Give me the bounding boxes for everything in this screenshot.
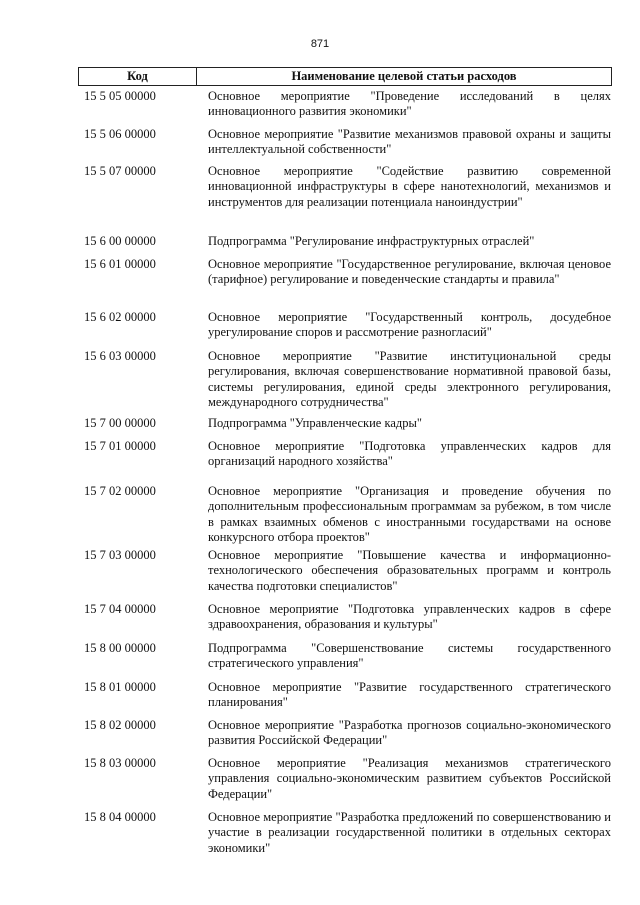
table-row <box>78 641 611 672</box>
row-name: Основное мероприятие "Подготовка управленческих кадров в сфере здравоохранения, образования и культуры" <box>208 602 611 632</box>
table-row <box>78 602 611 633</box>
row-code: 15 6 01 00000 <box>84 257 156 271</box>
table-row <box>78 349 611 410</box>
row-code: 15 8 00 00000 <box>84 641 156 655</box>
row-name: Основное мероприятие "Подготовка управленческих кадров для организаций народного хозяйства" <box>208 439 611 469</box>
table-row <box>78 718 611 749</box>
row-code: 15 6 02 00000 <box>84 310 156 324</box>
table-row <box>78 439 611 470</box>
column-header-name: Наименование целевой статьи расходов <box>197 68 612 85</box>
page-number: 871 <box>310 38 330 50</box>
row-name: Основное мероприятие "Организация и проведение обучения по дополнительным профессиональным программам за рубежом, в том числе в рамках взаимных обменов с иностранными государствами на основе конкурсного отбора проектов" <box>208 484 611 544</box>
table-row <box>78 416 611 431</box>
row-name: Основное мероприятие "Разработка предложений по совершенствованию и участие в реализации государственной политики в отдельных секторах экономики" <box>208 810 611 855</box>
row-name: Основное мероприятие "Развитие государственного стратегического планирования" <box>208 680 611 710</box>
row-name: Основное мероприятие "Государственный контроль, досудебное урегулирование споров и рассмотрение разногласий" <box>208 310 611 340</box>
table-row <box>78 127 611 158</box>
row-code: 15 8 04 00000 <box>84 810 156 824</box>
row-name: Подпрограмма "Управленческие кадры" <box>208 416 423 430</box>
row-code: 15 8 01 00000 <box>84 680 156 694</box>
target-expense-table <box>78 67 612 855</box>
row-code: 15 8 02 00000 <box>84 718 156 732</box>
row-code: 15 7 01 00000 <box>84 439 156 453</box>
table-row <box>78 810 611 856</box>
column-header-code: Код <box>78 68 197 85</box>
row-name: Основное мероприятие "Проведение исследований в целях инновационного развития экономики" <box>208 89 611 119</box>
row-code: 15 7 04 00000 <box>84 602 156 616</box>
row-name: Основное мероприятие "Разработка прогнозов социально-экономического развития Российской Федерации" <box>208 718 611 748</box>
row-code: 15 7 00 00000 <box>84 416 156 430</box>
table-row <box>78 484 611 545</box>
row-name: Основное мероприятие "Реализация механизмов стратегического управления социально-экономическим развитием субъектов Российской Федерации" <box>208 756 611 801</box>
table-row <box>78 680 611 711</box>
row-code: 15 8 03 00000 <box>84 756 156 770</box>
row-name: Основное мероприятие "Развитие институциональной среды регулирования, включая совершенствование нормативной правовой базы, системы регулирования, единой среды электронного регулирования, международного сотрудничества" <box>208 349 611 409</box>
table-row <box>78 257 611 288</box>
row-name: Подпрограмма "Совершенствование системы государственного стратегического управления" <box>208 641 611 671</box>
table-row <box>78 756 611 802</box>
row-name: Основное мероприятие "Содействие развитию современной инновационной инфраструктуры в сфере нанотехнологий, механизмов и инструментов для реализации потенциала наноиндустрии" <box>208 164 611 209</box>
table-row <box>78 310 611 341</box>
row-code: 15 5 05 00000 <box>84 89 156 103</box>
row-code: 15 7 03 00000 <box>84 548 156 562</box>
row-code: 15 6 03 00000 <box>84 349 156 363</box>
table-header <box>78 67 612 86</box>
table-row <box>78 89 611 120</box>
table-row <box>78 548 611 594</box>
table-row <box>78 164 611 210</box>
row-name: Основное мероприятие "Повышение качества и информационно-технологического обеспечения образовательных программ и контроль качества подготовки специалистов" <box>208 548 611 593</box>
row-code: 15 5 07 00000 <box>84 164 156 178</box>
row-code: 15 5 06 00000 <box>84 127 156 141</box>
row-name: Основное мероприятие "Развитие механизмов правовой охраны и защиты интеллектуальной собственности" <box>208 127 611 157</box>
row-name: Основное мероприятие "Государственное регулирование, включая ценовое (тарифное) регулирование и поведенческие стандарты и правила" <box>208 257 611 287</box>
table-row <box>78 234 611 249</box>
row-name: Подпрограмма "Регулирование инфраструктурных отраслей" <box>208 234 535 248</box>
row-code: 15 7 02 00000 <box>84 484 156 498</box>
row-code: 15 6 00 00000 <box>84 234 156 248</box>
